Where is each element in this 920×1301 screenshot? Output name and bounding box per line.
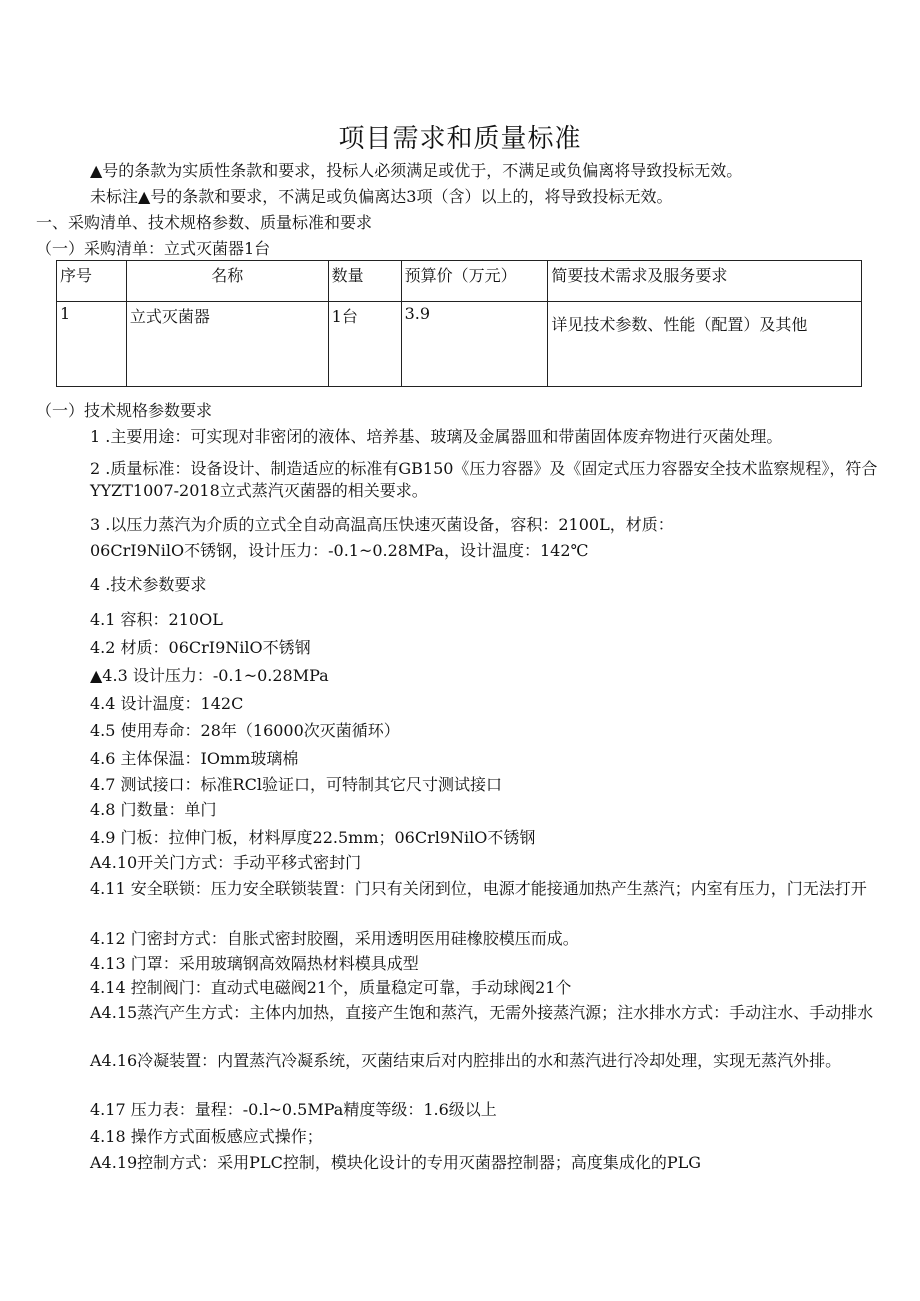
header-quantity: 数量 bbox=[328, 261, 401, 302]
spec-4-6: 4.6 主体保温：IOmm玻璃棉 bbox=[90, 749, 299, 768]
spec-4-13: 4.13 门罩：采用玻璃钢高效隔热材料模具成型 bbox=[90, 954, 419, 973]
cell-budget: 3.9 bbox=[401, 302, 548, 387]
spec-4-2: 4.2 材质：06CrI9NilO不锈钢 bbox=[90, 638, 311, 657]
spec-4-10: A4.10开关门方式：手动平移式密封门 bbox=[90, 853, 362, 872]
spec-4-15: A4.15蒸汽产生方式：主体内加热，直接产生饱和蒸汽，无需外接蒸汽源；注水排水方式：手动注水、手动排水 bbox=[90, 1003, 874, 1022]
cell-quantity: 1台 bbox=[328, 302, 401, 387]
header-budget: 预算价（万元） bbox=[401, 261, 548, 302]
spec-4-3: ▲4.3 设计压力：-0.1~0.28MPa bbox=[90, 666, 329, 685]
cell-name: 立式灭菌器 bbox=[126, 302, 328, 387]
section-heading: 一、采购清单、技术规格参数、质量标准和要求 bbox=[36, 213, 373, 232]
table-header-row bbox=[57, 261, 862, 302]
spec-4-16: A4.16冷凝装置：内置蒸汽冷凝系统，灭菌结束后对内腔排出的水和蒸汽进行冷却处理，实现无蒸汽外排。 bbox=[90, 1051, 842, 1070]
item-equipment-desc: 3 .以压力蒸汽为介质的立式全自动高温高压快速灭菌设备，容积：2100L，材质： bbox=[90, 515, 674, 534]
header-name: 名称 bbox=[126, 261, 328, 302]
spec-4-1: 4.1 容积：210OL bbox=[90, 610, 223, 629]
subsection-tech-specs: （一）技术规格参数要求 bbox=[36, 401, 213, 420]
spec-4-14: 4.14 控制阀门：直动式电磁阀21个，质量稳定可靠，手动球阀21个 bbox=[90, 978, 572, 997]
note-non-substantive: 未标注▲号的条款和要求，不满足或负偏离达3项（含）以上的，将导致投标无效。 bbox=[90, 187, 673, 206]
item-tech-params-heading: 4 .技术参数要求 bbox=[90, 575, 207, 594]
item-quality-standard: 2 .质量标准：设备设计、制造适应的标准有GB150《压力容器》及《固定式压力容器安全技术监察规程》，符合YYZT1007-2018立式蒸汽灭菌器的相关要求。 bbox=[90, 459, 878, 500]
spec-4-9: 4.9 门板：拉伸门板，材料厚度22.5mm；06Crl9NilO不锈钢 bbox=[90, 828, 536, 847]
spec-4-7: 4.7 测试接口：标准RCl验证口，可特制其它尺寸测试接口 bbox=[90, 775, 502, 794]
subsection-purchase-list: （一）采购清单：立式灭菌器1台 bbox=[36, 239, 271, 258]
item-equipment-desc-cont: 06CrI9NilO不锈钢，设计压力：-0.1~0.28MPa，设计温度：142℃ bbox=[90, 541, 589, 560]
spec-4-12: 4.12 门密封方式：自胀式密封胶圈，采用透明医用硅橡胶模压而成。 bbox=[90, 929, 579, 948]
spec-4-19: A4.19控制方式：采用PLC控制，模块化设计的专用灭菌器控制器；高度集成化的PLG bbox=[90, 1153, 701, 1172]
spec-4-18: 4.18 操作方式面板感应式操作； bbox=[90, 1127, 323, 1146]
table-row bbox=[57, 302, 862, 387]
spec-4-8: 4.8 门数量：单门 bbox=[90, 800, 217, 819]
purchase-table bbox=[56, 260, 862, 387]
cell-index: 1 bbox=[57, 302, 127, 387]
page-title: 项目需求和质量标准 bbox=[338, 124, 582, 154]
spec-4-11: 4.11 安全联锁：压力安全联锁装置：门只有关闭到位，电源才能接通加热产生蒸汽；内室有压力，门无法打开 bbox=[90, 879, 867, 898]
item-main-use: 1 .主要用途：可实现对非密闭的液体、培养基、玻璃及金属器皿和带菌固体废弃物进行灭菌处理。 bbox=[90, 427, 783, 446]
spec-4-5: 4.5 使用寿命：28年（16000次灭菌循环） bbox=[90, 721, 400, 740]
header-requirements: 简要技术需求及服务要求 bbox=[548, 261, 862, 302]
header-index: 序号 bbox=[57, 261, 127, 302]
cell-requirements: 详见技术参数、性能（配置）及其他 bbox=[548, 302, 862, 387]
spec-4-17: 4.17 压力表：量程：-0.l~0.5MPa精度等级：1.6级以上 bbox=[90, 1100, 497, 1119]
spec-4-4: 4.4 设计温度：142C bbox=[90, 694, 244, 713]
note-substantive: ▲号的条款为实质性条款和要求，投标人必须满足或优于，不满足或负偏离将导致投标无效。 bbox=[90, 161, 743, 180]
